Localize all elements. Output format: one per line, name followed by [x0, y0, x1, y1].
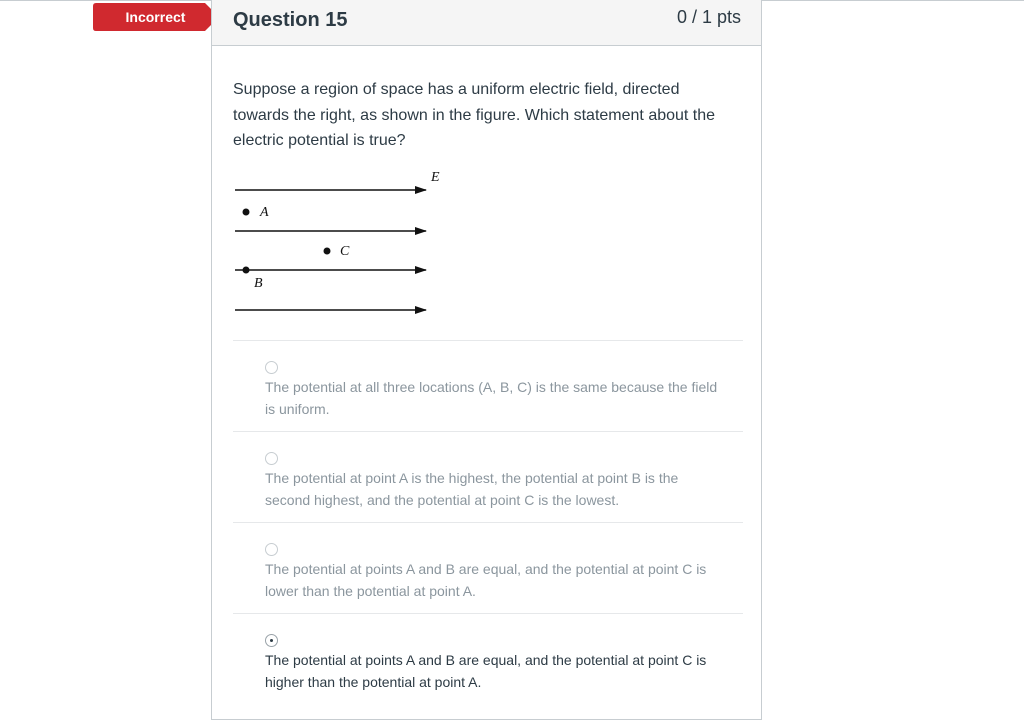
point-b-label: B	[254, 276, 263, 291]
point-a-label: A	[260, 205, 269, 220]
point-c-label: C	[340, 244, 350, 259]
question-title: Question 15	[233, 9, 348, 31]
answer-list	[233, 340, 743, 704]
answer-option-4[interactable]	[233, 613, 743, 704]
point-c-dot	[324, 248, 331, 255]
answer-text-2: The potential at point A is the highest, the potential at point B is the second highest, and the potential at point C is the lowest.	[265, 470, 679, 508]
badge-label: Incorrect	[125, 9, 186, 25]
incorrect-badge	[93, 3, 213, 30]
answer-option-1[interactable]	[233, 340, 743, 431]
answer-radio-1[interactable]	[265, 361, 278, 374]
answer-option-3[interactable]	[233, 522, 743, 613]
electric-field-figure	[233, 162, 453, 322]
question-card	[211, 0, 762, 720]
answer-text-3: The potential at points A and B are equal, and the potential at point C is lower than the potential at point A.	[265, 561, 707, 599]
point-a-dot	[243, 209, 250, 216]
answer-text-4: The potential at points A and B are equal, and the potential at point C is higher than the potential at point A.	[265, 652, 707, 690]
question-text: Suppose a region of space has a uniform electric field, directed towards the right, as shown in the figure. Which statement about the electric potential is true?	[233, 81, 716, 149]
question-points: 0 / 1 pts	[676, 7, 741, 27]
answer-option-2[interactable]	[233, 431, 743, 522]
answer-radio-2[interactable]	[265, 452, 278, 465]
question-header	[212, 0, 761, 46]
point-b-dot	[243, 267, 250, 274]
answer-radio-3[interactable]	[265, 543, 278, 556]
field-label: E	[431, 170, 440, 185]
answer-radio-4-selected[interactable]	[265, 634, 278, 647]
answer-text-1: The potential at all three locations (A, B, C) is the same because the field is uniform.	[265, 379, 718, 417]
